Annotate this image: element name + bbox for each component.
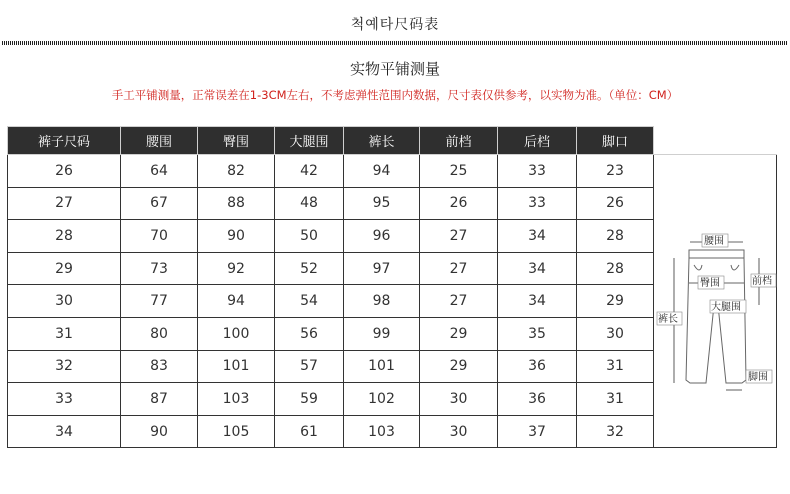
cell-size: 30 bbox=[8, 285, 121, 318]
cell-size: 28 bbox=[8, 220, 121, 253]
label-rise: 前档 bbox=[752, 276, 772, 287]
cell-waist: 80 bbox=[121, 317, 198, 350]
cell-hip: 105 bbox=[198, 415, 275, 448]
cell-length: 96 bbox=[344, 220, 420, 253]
cell-thigh: 42 bbox=[275, 155, 344, 188]
header-front-rise: 前档 bbox=[420, 127, 498, 155]
cell-back-rise: 37 bbox=[498, 415, 577, 448]
header-blank bbox=[654, 127, 777, 155]
page-title: 척예타尺码表 bbox=[350, 17, 440, 33]
cell-front-rise: 29 bbox=[420, 317, 498, 350]
cell-size: 26 bbox=[8, 155, 121, 188]
cell-back-rise: 34 bbox=[498, 285, 577, 318]
cell-waist: 67 bbox=[121, 187, 198, 220]
header-hip: 臀围 bbox=[198, 127, 275, 155]
cell-front-rise: 30 bbox=[420, 415, 498, 448]
cell-size: 34 bbox=[8, 415, 121, 448]
cell-hem: 26 bbox=[577, 187, 654, 220]
cell-hem: 28 bbox=[577, 252, 654, 285]
table-row bbox=[8, 155, 777, 188]
dotted-divider bbox=[2, 41, 788, 45]
cell-hem: 31 bbox=[577, 350, 654, 383]
cell-size: 27 bbox=[8, 187, 121, 220]
cell-front-rise: 27 bbox=[420, 220, 498, 253]
label-waist: 腰围 bbox=[704, 236, 724, 247]
cell-length: 101 bbox=[344, 350, 420, 383]
cell-waist: 70 bbox=[121, 220, 198, 253]
header-hem: 脚口 bbox=[577, 127, 654, 155]
cell-thigh: 52 bbox=[275, 252, 344, 285]
table-body bbox=[8, 155, 777, 448]
subtitle: 实物平铺测量 bbox=[349, 60, 440, 78]
label-length: 裤长 bbox=[658, 314, 678, 325]
cell-waist: 87 bbox=[121, 383, 198, 416]
cell-back-rise: 33 bbox=[498, 187, 577, 220]
cell-hip: 103 bbox=[198, 383, 275, 416]
cell-back-rise: 35 bbox=[498, 317, 577, 350]
label-hip: 臀围 bbox=[700, 278, 720, 289]
cell-hip: 100 bbox=[198, 317, 275, 350]
cell-hip: 88 bbox=[198, 187, 275, 220]
cell-hem: 31 bbox=[577, 383, 654, 416]
cell-waist: 64 bbox=[121, 155, 198, 188]
cell-length: 97 bbox=[344, 252, 420, 285]
cell-thigh: 48 bbox=[275, 187, 344, 220]
cell-back-rise: 34 bbox=[498, 220, 577, 253]
cell-hip: 92 bbox=[198, 252, 275, 285]
cell-length: 103 bbox=[344, 415, 420, 448]
pants-measure-diagram bbox=[654, 155, 777, 455]
header-waist: 腰围 bbox=[121, 127, 198, 155]
cell-back-rise: 34 bbox=[498, 252, 577, 285]
cell-hem: 29 bbox=[577, 285, 654, 318]
cell-length: 99 bbox=[344, 317, 420, 350]
pocket-left bbox=[694, 265, 702, 270]
label-hem: 脚围 bbox=[748, 372, 768, 383]
cell-hem: 32 bbox=[577, 415, 654, 448]
cell-hip: 94 bbox=[198, 285, 275, 318]
cell-front-rise: 30 bbox=[420, 383, 498, 416]
cell-size: 31 bbox=[8, 317, 121, 350]
cell-waist: 83 bbox=[121, 350, 198, 383]
header-length: 裤长 bbox=[344, 127, 420, 155]
cell-back-rise: 36 bbox=[498, 350, 577, 383]
cell-thigh: 59 bbox=[275, 383, 344, 416]
header-size: 裤子尺码 bbox=[8, 127, 121, 155]
cell-size: 32 bbox=[8, 350, 121, 383]
diagram-cell bbox=[654, 155, 777, 448]
cell-thigh: 50 bbox=[275, 220, 344, 253]
header-back-rise: 后档 bbox=[498, 127, 577, 155]
cell-thigh: 56 bbox=[275, 317, 344, 350]
cell-front-rise: 25 bbox=[420, 155, 498, 188]
cell-length: 98 bbox=[344, 285, 420, 318]
cell-front-rise: 27 bbox=[420, 252, 498, 285]
cell-thigh: 54 bbox=[275, 285, 344, 318]
table-header-row bbox=[8, 127, 777, 155]
cell-back-rise: 36 bbox=[498, 383, 577, 416]
cell-hip: 101 bbox=[198, 350, 275, 383]
label-thigh: 大腿围 bbox=[711, 302, 741, 313]
cell-waist: 73 bbox=[121, 252, 198, 285]
cell-size: 33 bbox=[8, 383, 121, 416]
cell-hip: 82 bbox=[198, 155, 275, 188]
cell-front-rise: 26 bbox=[420, 187, 498, 220]
size-table bbox=[7, 126, 777, 448]
cell-length: 94 bbox=[344, 155, 420, 188]
cell-waist: 77 bbox=[121, 285, 198, 318]
cell-size: 29 bbox=[8, 252, 121, 285]
cell-thigh: 57 bbox=[275, 350, 344, 383]
pocket-right bbox=[731, 265, 739, 270]
cell-length: 95 bbox=[344, 187, 420, 220]
cell-back-rise: 33 bbox=[498, 155, 577, 188]
measurement-note: 手工平铺测量，正常误差在1-3CM左右，不考虑弹性范围内数据，尺寸表仅供参考，以实物为准。（单位：CM） bbox=[111, 88, 679, 102]
cell-front-rise: 29 bbox=[420, 350, 498, 383]
cell-waist: 90 bbox=[121, 415, 198, 448]
cell-hem: 23 bbox=[577, 155, 654, 188]
cell-hem: 28 bbox=[577, 220, 654, 253]
cell-thigh: 61 bbox=[275, 415, 344, 448]
cell-length: 102 bbox=[344, 383, 420, 416]
cell-front-rise: 27 bbox=[420, 285, 498, 318]
cell-hem: 30 bbox=[577, 317, 654, 350]
cell-hip: 90 bbox=[198, 220, 275, 253]
header-thigh: 大腿围 bbox=[275, 127, 344, 155]
waistband-shape bbox=[689, 250, 744, 258]
